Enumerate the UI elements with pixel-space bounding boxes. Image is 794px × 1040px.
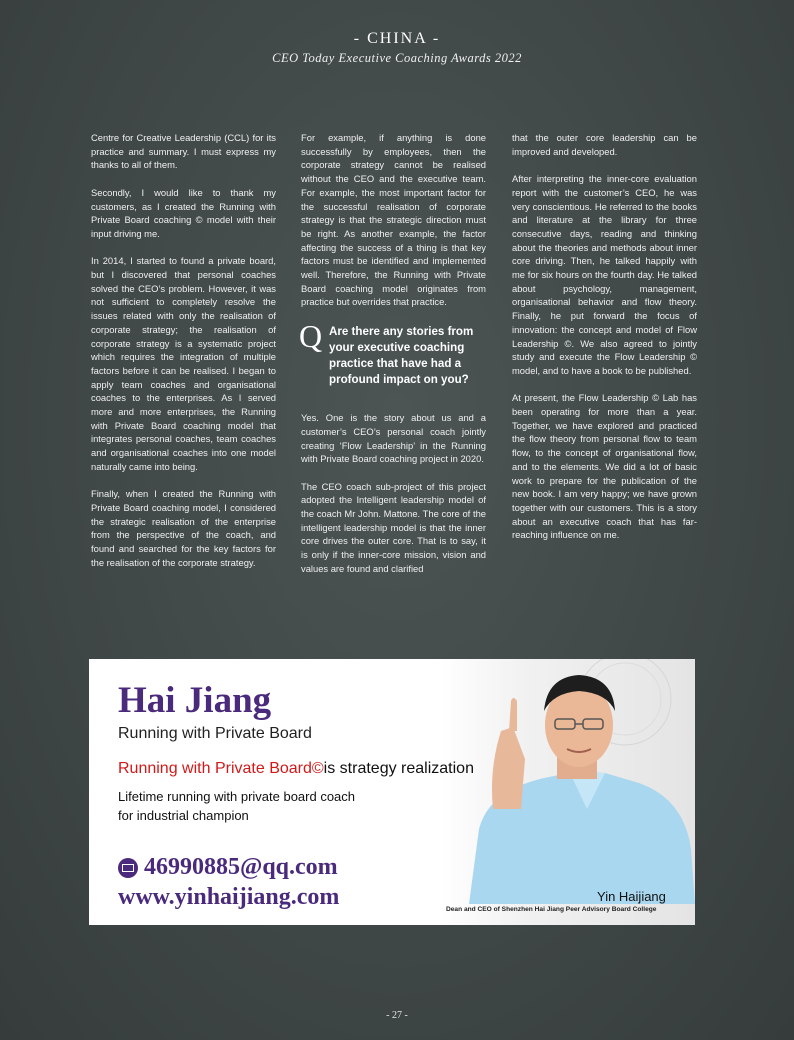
question-marker: Q xyxy=(299,318,323,355)
paragraph: In 2014, I started to found a private board, but I discovered that personal coaches solved the CEO’s problem. However, it was not sufficient to completely resolve the issues related with only the realisation of corporate strategy; the realisation of corporate strategy is a systematic project which requires the integration of multiple factors before it can be realised. I began to apply team coaches and organisational coaches to the enterprises. As I served more and more enterprises, the Running with Private Board coaching model that integrates personal coaches, team coaches and organisational coaches into one model naturally came into being. xyxy=(91,255,276,472)
paragraph: that the outer core leadership can be improved and developed. xyxy=(512,132,697,157)
question-text: Are there any stories from your executive coaching practice that have had a profound impact on you? xyxy=(329,325,474,387)
paragraph: Finally, when I created the Running with Private Board coaching model, I considered the strategic realisation of the enterprise from the perspective of the coach, and found and searched for the key factors for the realisation of the corporate strategy. xyxy=(91,488,276,568)
banner-description-line: Lifetime running with private board coach xyxy=(118,789,356,804)
article-column-2 xyxy=(301,131,486,589)
email-text: 46990885@qq.com xyxy=(144,854,338,880)
person-title: Dean and CEO of Shenzhen Hai Jiang Peer Advisory Board College xyxy=(446,906,657,913)
paragraph: Yes. One is the story about us and a customer’s CEO’s personal coach jointly creating ‘Flow Leadership’ in the Running with Private Board coaching project in 2020. xyxy=(301,412,486,465)
paragraph: Secondly, I would like to thank my customers, as I created the Running with Private Board coaching © model with their input driving me. xyxy=(91,186,276,239)
portrait-photo xyxy=(429,659,695,904)
article-column-1 xyxy=(91,131,276,583)
tagline-highlight: Running with Private Board© xyxy=(118,760,324,777)
paragraph: At present, the Flow Leadership © Lab has been operating for more than a year. Together, we have explored and practiced the flow theory from personal flow to team flow, to the concept of organisational flow, and to the elements. We did a lot of basic work to prepare for the publication of the new book. I am very happy; we have grown together with our customers. This is a story about an executive coach that has far-reaching influence on me. xyxy=(512,392,697,541)
mail-icon xyxy=(118,858,138,878)
paragraph: Centre for Creative Leadership (CCL) for its practice and summary. I must express my thanks to all of them. xyxy=(91,132,276,171)
page-number: - 27 - xyxy=(386,1010,408,1021)
paragraph: After interpreting the inner-core evaluation report with the customer’s CEO, he was very conscientious. He referred to the books and literature at the library for three consecutive days, reading and thinking about the theories and methods about inner core driving. Then, he talked happily with me for six hours on the fourth day. He talked about psychology, management, organisational behavior and flow theory. Finally, he put forward the focus of innovation: the concept and model of Flow Leadership ©. We also agreed to jointly study and execute the Flow Leadership © model, and to have a book to be published. xyxy=(512,173,697,376)
banner-email xyxy=(118,854,338,881)
section-subtitle: CEO Today Executive Coaching Awards 2022 xyxy=(272,51,522,65)
banner-subtitle: Running with Private Board xyxy=(118,725,312,742)
banner-description-line: for industrial champion xyxy=(118,808,249,823)
article-column-3 xyxy=(512,131,697,556)
tagline-rest: is strategy realization xyxy=(323,760,474,777)
paragraph: For example, if anything is done successfully by employees, then the corporate strategy cannot be realised without the CEO and the executive team. For example, the most important factor for the successful realisation of corporate strategy is that the strategic direction must be right. As another example, the factor affecting the success of a thing is that key factors must be identified and implemented well. Therefore, the Running with Private Board coaching model originates from practice but overrides that practice. xyxy=(301,132,486,308)
banner-tagline xyxy=(118,760,474,778)
person-name: Yin Haijiang xyxy=(597,889,666,904)
advertisement-banner xyxy=(89,659,695,925)
paragraph: The CEO coach sub-project of this project adopted the Intelligent leadership model of the coach Mr John. Mattone. The core of the intelligent leadership model is that the inner core drives the outer core. That is to say, it is only if the inner-core mission, vision and values are found and clarified xyxy=(301,480,486,574)
interview-question xyxy=(299,318,486,394)
banner-website: www.yinhaijiang.com xyxy=(118,884,340,910)
section-title: - CHINA - xyxy=(353,30,441,47)
banner-name: Hai Jiang xyxy=(118,680,272,721)
